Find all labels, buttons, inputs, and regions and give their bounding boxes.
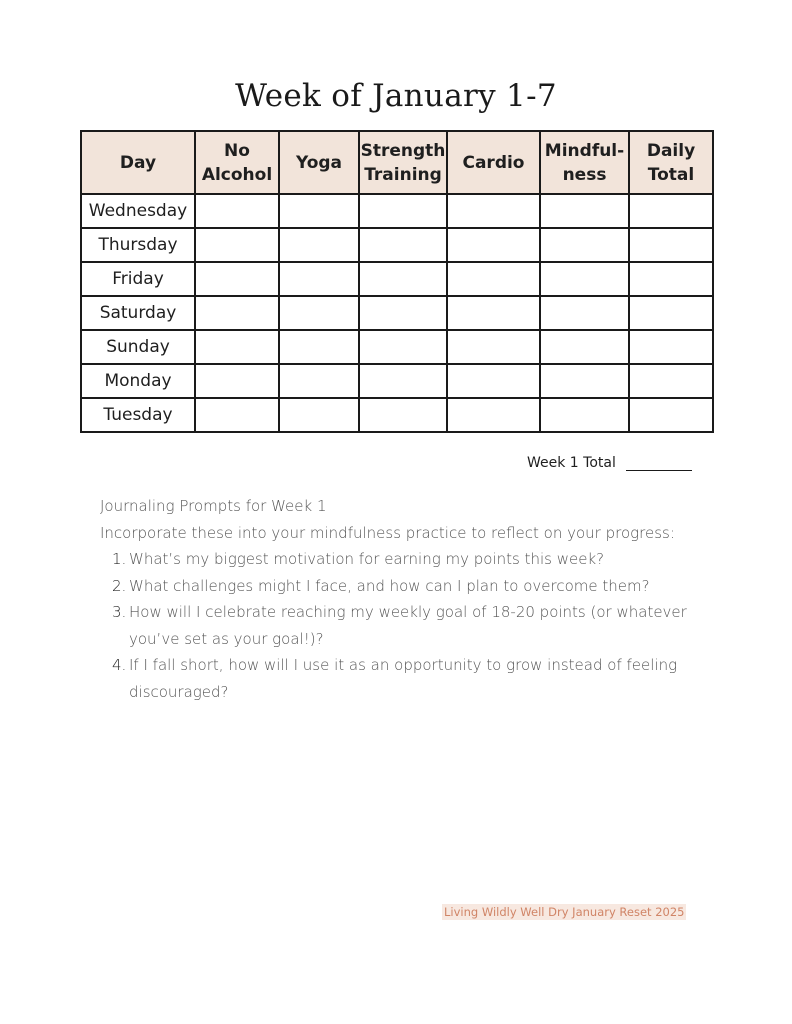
entry-cell[interactable] bbox=[195, 398, 279, 432]
week-total bbox=[527, 455, 692, 471]
list-item bbox=[100, 652, 740, 705]
footer-credit: Living Wildly Well Dry January Reset 2025 bbox=[444, 905, 685, 919]
entry-cell[interactable] bbox=[540, 228, 629, 262]
page-title: Week of January 1-7 bbox=[235, 78, 557, 114]
table-row bbox=[81, 194, 713, 228]
entry-cell[interactable] bbox=[279, 262, 359, 296]
week-total-label: Week 1 Total bbox=[527, 455, 616, 471]
list-item bbox=[100, 599, 740, 652]
header-cardio: Cardio bbox=[447, 131, 540, 194]
entry-cell[interactable] bbox=[629, 398, 713, 432]
entry-cell[interactable] bbox=[279, 194, 359, 228]
habit-tracker-table bbox=[80, 130, 714, 433]
header-day: Day bbox=[81, 131, 195, 194]
table-row bbox=[81, 296, 713, 330]
entry-cell[interactable] bbox=[279, 228, 359, 262]
prompt-text: How will I celebrate reaching my weekly goal of 18-20 points (or whatever you’ve set as your goal!)? bbox=[129, 603, 687, 648]
entry-cell[interactable] bbox=[195, 262, 279, 296]
prompt-text: What’s my biggest motivation for earning my points this week? bbox=[129, 550, 605, 568]
entry-cell[interactable] bbox=[359, 330, 447, 364]
list-item bbox=[100, 546, 740, 573]
list-number: 4. bbox=[112, 656, 127, 674]
entry-cell[interactable] bbox=[629, 364, 713, 398]
day-cell: Thursday bbox=[81, 228, 195, 262]
day-cell: Saturday bbox=[81, 296, 195, 330]
entry-cell[interactable] bbox=[359, 228, 447, 262]
entry-cell[interactable] bbox=[629, 262, 713, 296]
prompt-text: What challenges might I face, and how can I plan to overcome them? bbox=[129, 576, 650, 595]
day-cell: Sunday bbox=[81, 330, 195, 364]
entry-cell[interactable] bbox=[195, 194, 279, 228]
table-row bbox=[81, 398, 713, 432]
entry-cell[interactable] bbox=[447, 398, 540, 432]
entry-cell[interactable] bbox=[279, 398, 359, 432]
table-row bbox=[81, 228, 713, 262]
list-item bbox=[100, 573, 740, 600]
entry-cell[interactable] bbox=[359, 194, 447, 228]
table-header-row bbox=[81, 131, 713, 194]
entry-cell[interactable] bbox=[195, 364, 279, 398]
entry-cell[interactable] bbox=[540, 262, 629, 296]
entry-cell[interactable] bbox=[279, 330, 359, 364]
journaling-heading: Journaling Prompts for Week 1 bbox=[100, 497, 327, 515]
entry-cell[interactable] bbox=[540, 330, 629, 364]
entry-cell[interactable] bbox=[359, 398, 447, 432]
day-cell: Monday bbox=[81, 364, 195, 398]
entry-cell[interactable] bbox=[359, 364, 447, 398]
table-row bbox=[81, 330, 713, 364]
list-number: 3. bbox=[112, 603, 127, 621]
entry-cell[interactable] bbox=[540, 194, 629, 228]
header-daily-total: Daily Total bbox=[629, 131, 713, 194]
prompt-list bbox=[100, 546, 740, 705]
entry-cell[interactable] bbox=[629, 228, 713, 262]
entry-cell[interactable] bbox=[629, 330, 713, 364]
week-total-blank-line[interactable] bbox=[626, 456, 692, 471]
entry-cell[interactable] bbox=[279, 364, 359, 398]
list-number: 1. bbox=[112, 550, 127, 568]
table-row bbox=[81, 262, 713, 296]
entry-cell[interactable] bbox=[359, 262, 447, 296]
entry-cell[interactable] bbox=[540, 398, 629, 432]
entry-cell[interactable] bbox=[447, 296, 540, 330]
journaling-intro: Incorporate these into your mindfulness practice to reflect on your progress: bbox=[100, 523, 675, 542]
entry-cell[interactable] bbox=[195, 228, 279, 262]
header-no-alcohol: No Alcohol bbox=[195, 131, 279, 194]
entry-cell[interactable] bbox=[629, 194, 713, 228]
entry-cell[interactable] bbox=[359, 296, 447, 330]
list-number: 2. bbox=[112, 576, 127, 595]
entry-cell[interactable] bbox=[540, 364, 629, 398]
entry-cell[interactable] bbox=[279, 296, 359, 330]
entry-cell[interactable] bbox=[195, 330, 279, 364]
day-cell: Friday bbox=[81, 262, 195, 296]
table-row bbox=[81, 364, 713, 398]
header-mindfulness: Mindful- ness bbox=[540, 131, 629, 194]
entry-cell[interactable] bbox=[195, 296, 279, 330]
entry-cell[interactable] bbox=[447, 364, 540, 398]
entry-cell[interactable] bbox=[629, 296, 713, 330]
header-yoga: Yoga bbox=[279, 131, 359, 194]
prompt-text: If I fall short, how will I use it as an opportunity to grow instead of feeling discouraged? bbox=[129, 656, 678, 701]
header-strength-training: Strength Training bbox=[359, 131, 447, 194]
day-cell: Wednesday bbox=[81, 194, 195, 228]
entry-cell[interactable] bbox=[447, 194, 540, 228]
journaling-prompts bbox=[100, 493, 740, 705]
day-cell: Tuesday bbox=[81, 398, 195, 432]
entry-cell[interactable] bbox=[447, 228, 540, 262]
entry-cell[interactable] bbox=[447, 262, 540, 296]
entry-cell[interactable] bbox=[540, 296, 629, 330]
entry-cell[interactable] bbox=[447, 330, 540, 364]
